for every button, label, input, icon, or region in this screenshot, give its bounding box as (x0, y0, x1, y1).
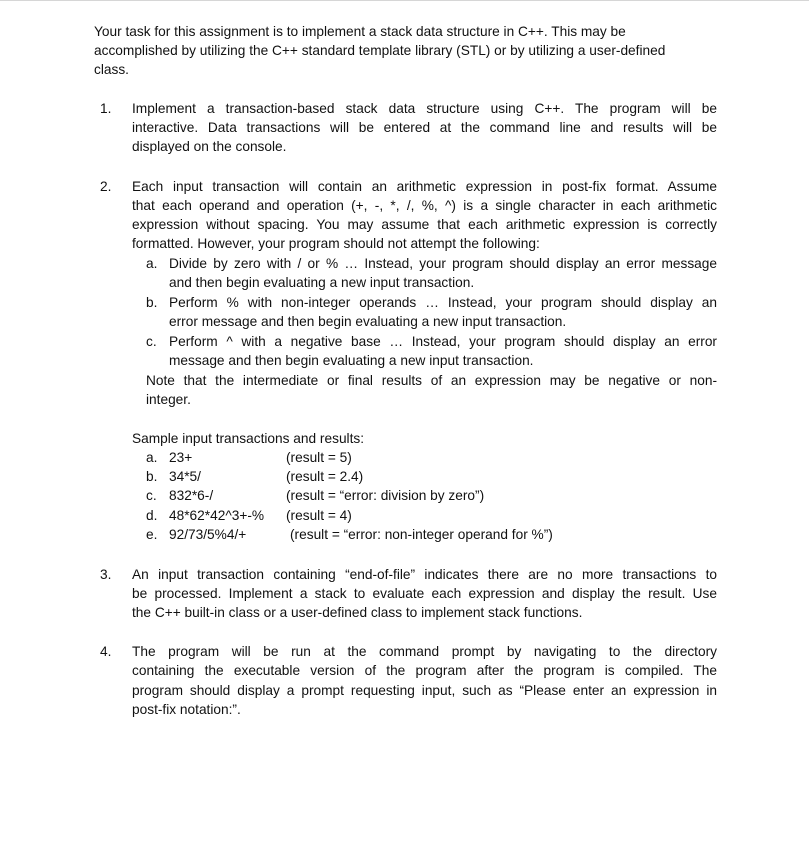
sample-input: 23+ (169, 450, 193, 465)
sample-heading: Sample input transactions and results: (132, 431, 365, 446)
list-number: 1. (100, 101, 112, 116)
list-number: 4. (100, 644, 112, 659)
sample-input: 48*62*42^3+-% (169, 508, 265, 523)
list-item-line: Each input transaction will contain an arithmetic expression in post-fix format. Assume (132, 179, 717, 194)
note-line: integer. (146, 392, 191, 407)
sample-result: (result = 5) (286, 450, 352, 465)
sample-letter: c. (146, 488, 157, 503)
sample-result: (result = 4) (286, 508, 352, 523)
sub-item-line: error message and then begin evaluating a new input transaction. (169, 314, 567, 329)
sub-item-line: Divide by zero with / or % … Instead, your program should display an error message (169, 256, 717, 271)
sample-letter: e. (146, 527, 158, 542)
list-number: 3. (100, 567, 112, 582)
sample-letter: a. (146, 450, 158, 465)
sample-input: 92/73/5%4/+ (169, 527, 247, 542)
list-item-line: that each operand and operation (+, -, *, /, %, ^) is a single character in each arithmetic (132, 198, 717, 213)
list-item-line: be processed. Implement a stack to evaluate each expression and display the result. Use (132, 586, 717, 601)
sub-item-line: and then begin evaluating a new input transaction. (169, 275, 475, 290)
list-item-line: interactive. Data transactions will be entered at the command line and results will be (132, 120, 717, 135)
note-line: Note that the intermediate or final results of an expression may be negative or non- (146, 373, 717, 388)
sample-input: 34*5/ (169, 469, 201, 484)
list-item-line: displayed on the console. (132, 139, 287, 154)
list-item-line: the C++ built-in class or a user-defined class to implement stack functions. (132, 605, 583, 620)
top-divider (0, 0, 809, 1)
list-item-line: expression without spacing. You may assume that each arithmetic expression is correctly (132, 217, 717, 232)
sub-item-line: message and then begin evaluating a new input transaction. (169, 353, 534, 368)
intro-line: accomplished by utilizing the C++ standard template library (STL) or by utilizing a user-defined (94, 43, 666, 58)
list-number: 2. (100, 179, 112, 194)
sub-item-letter: a. (146, 256, 158, 271)
sample-result: (result = “error: non-integer operand for %”) (290, 527, 553, 542)
intro-line: Your task for this assignment is to implement a stack data structure in C++. This may be (94, 24, 626, 39)
sample-result: (result = 2.4) (286, 469, 364, 484)
sample-result: (result = “error: division by zero”) (286, 488, 485, 503)
sample-input: 832*6-/ (169, 488, 214, 503)
list-item-line: containing the executable version of the program after the program is compiled. The (132, 663, 717, 678)
list-item-line: program should display a prompt requesting input, such as “Please enter an expression in (132, 683, 717, 698)
sample-letter: d. (146, 508, 158, 523)
sample-letter: b. (146, 469, 158, 484)
sub-item-letter: c. (146, 334, 157, 349)
list-item-line: The program will be run at the command prompt by navigating to the directory (132, 644, 717, 659)
sub-item-letter: b. (146, 295, 158, 310)
list-item-line: Implement a transaction-based stack data structure using C++. The program will be (132, 101, 717, 116)
list-item-line: post-fix notation:”. (132, 702, 241, 717)
sub-item-line: Perform % with non-integer operands … Instead, your program should display an (169, 295, 717, 310)
list-item-line: formatted. However, your program should not attempt the following: (132, 236, 540, 251)
sub-item-line: Perform ^ with a negative base … Instead, your program should display an error (169, 334, 717, 349)
list-item-line: An input transaction containing “end-of-file” indicates there are no more transactions to (132, 567, 717, 582)
intro-line: class. (94, 62, 129, 77)
